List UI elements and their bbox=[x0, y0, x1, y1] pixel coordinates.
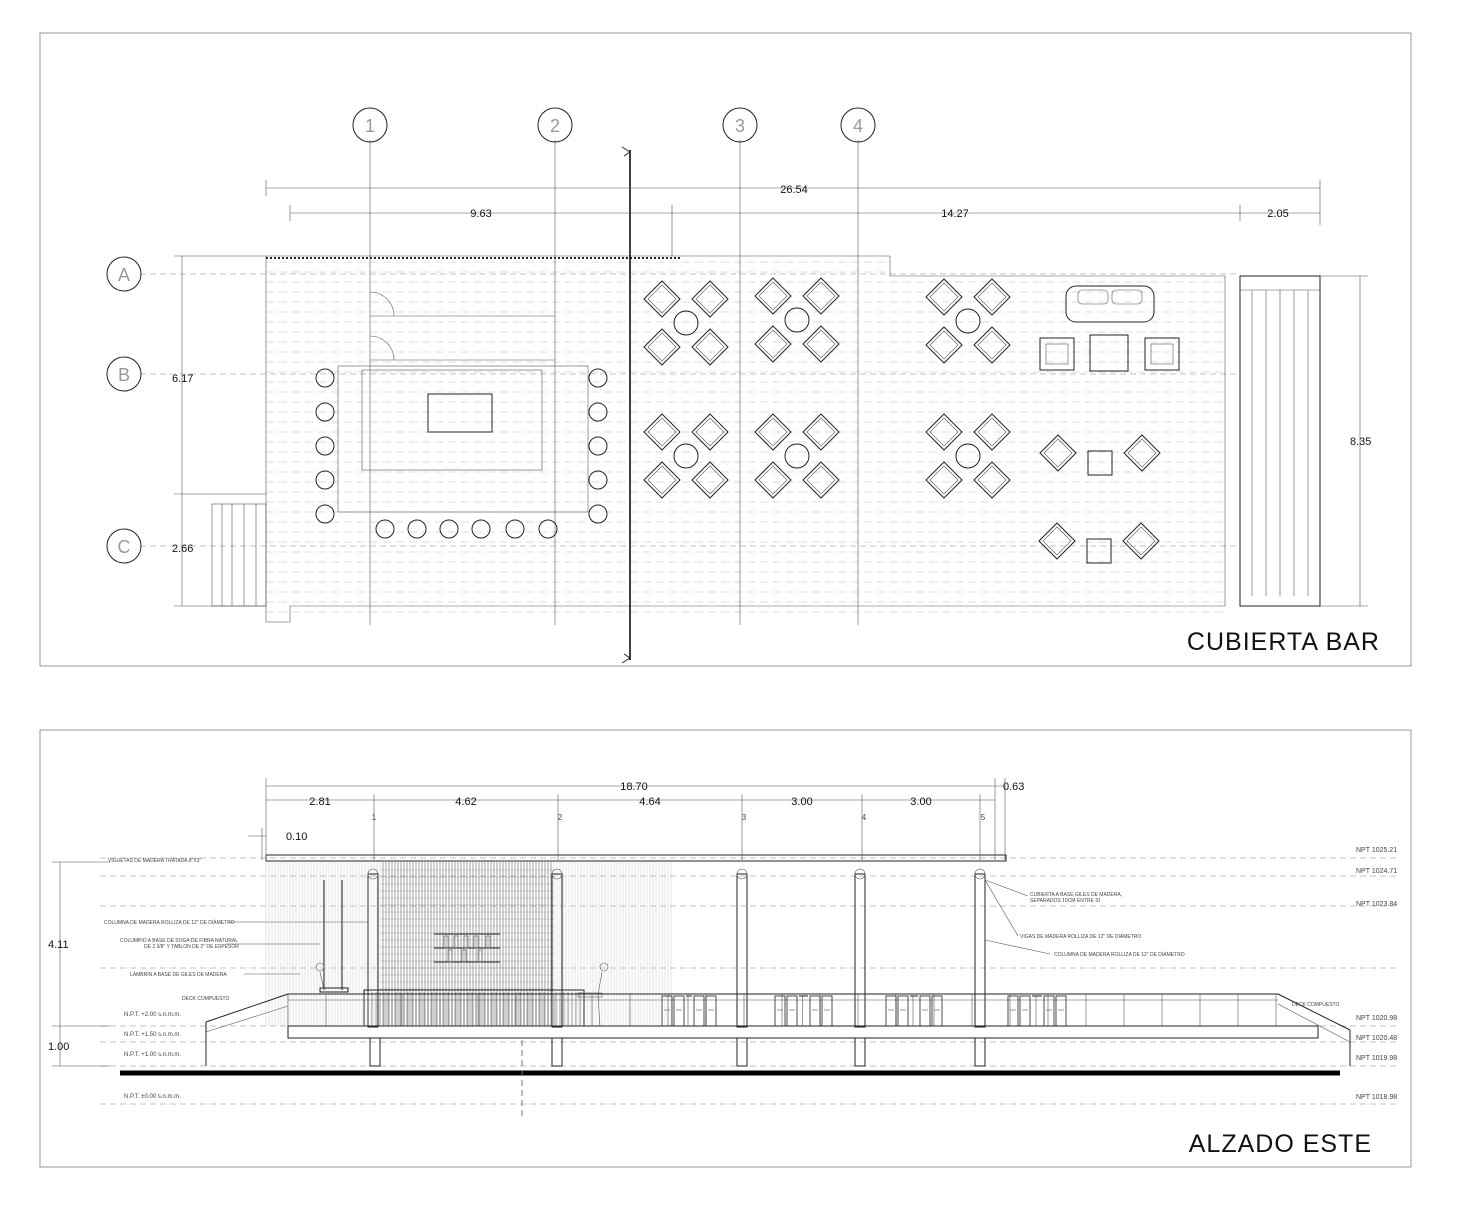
elev-chair bbox=[1020, 996, 1030, 1026]
chair bbox=[755, 326, 791, 362]
note-l-2: COLUMNA DE MADERA ROLLIZA DE 12" DE DIÁMETRO bbox=[104, 920, 235, 926]
elev-chair bbox=[1056, 996, 1066, 1026]
stool bbox=[589, 505, 607, 523]
stool bbox=[440, 520, 458, 538]
chair-seat bbox=[696, 333, 724, 361]
elevation-notes-left bbox=[104, 858, 368, 1002]
elevation-levels-right bbox=[1356, 847, 1397, 1101]
col-label-4: 4 bbox=[861, 813, 867, 822]
chair bbox=[1124, 435, 1160, 471]
elev-chair bbox=[787, 996, 797, 1026]
left-stair bbox=[212, 504, 266, 606]
note-r-3: VIGAS DE MADERA ROLLIZA DE 12" DE DIÁMETRO bbox=[1020, 934, 1142, 940]
lounge-armchair-left bbox=[1040, 338, 1074, 370]
chair bbox=[755, 278, 791, 314]
chair-seat bbox=[807, 282, 835, 310]
elev-chair bbox=[920, 996, 930, 1026]
level-r-4: NPT 1020.98 bbox=[1356, 1015, 1398, 1022]
plan-deck-outline bbox=[266, 256, 1225, 622]
level-r-1: NPT 1025.21 bbox=[1356, 847, 1398, 854]
dim-height-c: 2.66 bbox=[172, 543, 194, 555]
dim-seg-a: 9.63 bbox=[470, 208, 492, 220]
elev-chair bbox=[662, 996, 672, 1026]
chair-seat bbox=[759, 330, 787, 358]
elevation-level-lines bbox=[100, 858, 1400, 1104]
grid-label-2: 2 bbox=[549, 116, 561, 136]
note-l-6: DECK COMPUESTO bbox=[182, 996, 230, 1002]
level-l-1: N.P.T. +2.00 s.n.m.m. bbox=[124, 1012, 182, 1018]
grid-label-4: 4 bbox=[852, 116, 864, 136]
chair bbox=[1123, 523, 1159, 559]
plan-furniture bbox=[644, 278, 1160, 563]
grid-label-a: A bbox=[117, 265, 131, 285]
stool bbox=[316, 471, 334, 489]
level-r-5: NPT 1020.48 bbox=[1356, 1035, 1398, 1042]
dim-span-1: 2.81 bbox=[309, 796, 331, 808]
stool bbox=[316, 505, 334, 523]
level-l-4: N.P.T. ±0.00 s.n.m.m. bbox=[124, 1094, 181, 1100]
round-table bbox=[956, 444, 980, 468]
elevation-deck bbox=[120, 994, 1350, 1120]
chair bbox=[803, 414, 839, 450]
col-label-2: 2 bbox=[557, 813, 563, 822]
level-r-7: NPT 1018.98 bbox=[1356, 1094, 1398, 1101]
chair-seat bbox=[1128, 439, 1156, 467]
chair-seat bbox=[648, 466, 676, 494]
dim-height-deck: 1.00 bbox=[48, 1041, 70, 1053]
dim-elev-left-offset: 0.10 bbox=[286, 831, 308, 843]
elev-chair bbox=[674, 996, 684, 1026]
round-table bbox=[956, 309, 980, 333]
elevation-notes-right bbox=[985, 880, 1340, 1008]
chair-seat bbox=[978, 466, 1006, 494]
chair bbox=[926, 327, 962, 363]
chair bbox=[692, 329, 728, 365]
note-r-1: CUBIERTA A BASE GILES DE MADERA, bbox=[1030, 892, 1123, 898]
grid-label-b: B bbox=[117, 365, 131, 385]
plan-sheet bbox=[40, 33, 1411, 666]
chair-seat bbox=[978, 283, 1006, 311]
plan-deck-hatch bbox=[266, 262, 1225, 612]
dim-elev-total: 18.70 bbox=[620, 781, 648, 793]
chair-seat bbox=[978, 331, 1006, 359]
note-l-1: VIGUETAS DE MADERA TRATADA 8"X3" bbox=[108, 858, 202, 864]
chair-seat bbox=[930, 466, 958, 494]
chair bbox=[803, 462, 839, 498]
chair bbox=[803, 278, 839, 314]
dim-seg-c: 2.05 bbox=[1267, 208, 1289, 220]
chair bbox=[803, 326, 839, 362]
stool bbox=[539, 520, 557, 538]
note-r-5: DECK COMPUESTO bbox=[1292, 1002, 1340, 1008]
chair bbox=[974, 414, 1010, 450]
lounge-area bbox=[1040, 286, 1179, 371]
elevation-tables bbox=[662, 996, 1066, 1026]
dim-span-4: 3.00 bbox=[791, 796, 813, 808]
dim-span-3: 4.64 bbox=[639, 796, 661, 808]
round-table bbox=[785, 308, 809, 332]
plan-title: CUBIERTA BAR bbox=[1186, 628, 1380, 656]
level-r-2: NPT 1024.71 bbox=[1356, 868, 1398, 875]
stool bbox=[408, 520, 426, 538]
round-table bbox=[674, 311, 698, 335]
stool bbox=[316, 437, 334, 455]
chair bbox=[755, 462, 791, 498]
elev-chair bbox=[932, 996, 942, 1026]
level-r-3: NPT 1023.84 bbox=[1356, 901, 1398, 908]
round-table bbox=[785, 444, 809, 468]
elev-chair bbox=[775, 996, 785, 1026]
chair-seat bbox=[648, 333, 676, 361]
col-label-1: 1 bbox=[371, 813, 377, 822]
stool bbox=[589, 471, 607, 489]
chair-seat bbox=[807, 466, 835, 494]
elev-chair bbox=[1008, 996, 1018, 1026]
dim-total-width: 26.54 bbox=[780, 184, 808, 196]
chair-seat bbox=[1043, 527, 1071, 555]
elevation-frame bbox=[40, 730, 1411, 1167]
elevation-wall bbox=[266, 862, 671, 1026]
section-cut-line bbox=[622, 147, 630, 663]
stool bbox=[316, 369, 334, 387]
elev-chair bbox=[706, 996, 716, 1026]
note-r-2: SEPARADOS 10CM ENTRE SÍ bbox=[1030, 898, 1100, 904]
dim-span-5: 3.00 bbox=[910, 796, 932, 808]
chair-seat bbox=[1044, 439, 1072, 467]
chair bbox=[926, 279, 962, 315]
chair-seat bbox=[807, 330, 835, 358]
grid-label-c: C bbox=[117, 537, 131, 557]
chair-seat bbox=[696, 285, 724, 313]
stool bbox=[506, 520, 524, 538]
chair-seat bbox=[759, 466, 787, 494]
elev-chair bbox=[886, 996, 896, 1026]
elevation-title: ALZADO ESTE bbox=[1188, 1130, 1372, 1158]
chair-seat bbox=[696, 466, 724, 494]
note-r-4: COLUMNA DE MADERA ROLLIZA DE 12" DE DIÁMETRO bbox=[1054, 952, 1185, 958]
chair-seat bbox=[930, 283, 958, 311]
lounge-armchair-right bbox=[1145, 338, 1179, 370]
col-label-3: 3 bbox=[741, 813, 747, 822]
note-l-5: LAMBRIN A BASE DE GILES DE MADERA bbox=[130, 972, 227, 978]
note-l-4: DE 2 3/8" Y TABLON DE 2" DE ESPESOR bbox=[144, 944, 239, 950]
level-l-3: N.P.T. +1.00 s.n.m.m. bbox=[124, 1052, 182, 1058]
chair bbox=[1039, 523, 1075, 559]
level-l-2: N.P.T. +1.50 s.n.m.m. bbox=[124, 1032, 182, 1038]
right-stair bbox=[1240, 276, 1320, 606]
chair bbox=[926, 462, 962, 498]
chair bbox=[974, 327, 1010, 363]
chair bbox=[644, 329, 680, 365]
lounge-sofa bbox=[1066, 286, 1154, 322]
dim-span-2: 4.62 bbox=[455, 796, 477, 808]
dim-height-main: 4.11 bbox=[48, 939, 69, 951]
stool bbox=[472, 520, 490, 538]
col-label-5: 5 bbox=[980, 813, 986, 822]
chair bbox=[1040, 435, 1076, 471]
elev-chair bbox=[694, 996, 704, 1026]
note-l-3: COLUMPIO A BASE DE SOGA DE FIBRA NATURAL bbox=[120, 938, 238, 944]
elevation-levels-left bbox=[124, 1012, 181, 1100]
plan-grid-rows bbox=[107, 257, 1240, 563]
chair-seat bbox=[648, 285, 676, 313]
chair-seat bbox=[1127, 527, 1155, 555]
lounge-table bbox=[1090, 335, 1128, 371]
dim-height-ab: 6.17 bbox=[172, 373, 194, 385]
grid-label-3: 3 bbox=[734, 116, 746, 136]
stool bbox=[589, 437, 607, 455]
square-table bbox=[1088, 451, 1112, 475]
bar-island bbox=[428, 394, 492, 432]
square-table bbox=[1087, 539, 1111, 563]
dim-seg-b: 14.27 bbox=[941, 208, 969, 220]
chair-seat bbox=[930, 331, 958, 359]
grid-label-1: 1 bbox=[364, 116, 376, 136]
elevation-sheet bbox=[40, 730, 1411, 1167]
chair bbox=[692, 462, 728, 498]
chair bbox=[974, 462, 1010, 498]
elev-chair bbox=[898, 996, 908, 1026]
elev-chair bbox=[1044, 996, 1054, 1026]
chair bbox=[644, 281, 680, 317]
chair bbox=[692, 281, 728, 317]
chair-seat bbox=[759, 282, 787, 310]
chair bbox=[974, 279, 1010, 315]
dim-height-right: 8.35 bbox=[1350, 436, 1372, 448]
elev-chair bbox=[810, 996, 820, 1026]
chair bbox=[644, 462, 680, 498]
dim-elev-right-offset: 0.63 bbox=[1003, 781, 1025, 793]
elev-chair bbox=[822, 996, 832, 1026]
round-table bbox=[674, 444, 698, 468]
stool bbox=[376, 520, 394, 538]
level-r-6: NPT 1019.98 bbox=[1356, 1055, 1398, 1062]
stool bbox=[589, 369, 607, 387]
